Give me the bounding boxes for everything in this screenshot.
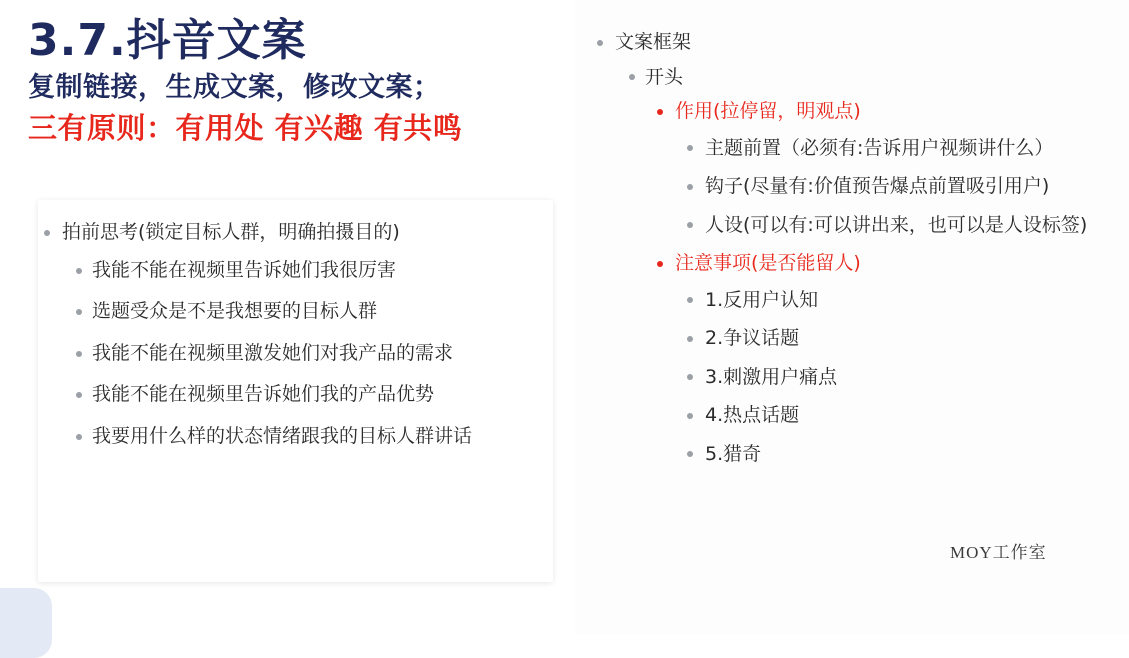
list-item-label: 我能不能在视频里告诉她们我很厉害 [92, 258, 397, 281]
bullet-dot-icon [629, 74, 635, 80]
bullet-dot-icon [76, 351, 82, 357]
bullet-dot-icon [44, 230, 50, 236]
left-panel [0, 0, 575, 634]
left-sub-list [62, 257, 538, 451]
list-item [62, 423, 538, 451]
list-item [583, 28, 1123, 468]
list-item-label: 拍前思考(锁定目标人群，明确拍摄目的) [62, 221, 400, 243]
right-group1-items [675, 134, 1123, 240]
title-block [28, 16, 558, 147]
list-item [675, 363, 1123, 392]
list-item-label: 3.刺激用户痛点 [705, 365, 838, 388]
bullet-dot-icon [657, 261, 663, 267]
list-item-heading [645, 249, 1123, 468]
group-heading-label: 作用(拉停留，明观点) [675, 100, 861, 122]
bullet-dot-icon [76, 268, 82, 274]
principle-text: 三有原则：有用处 有兴趣 有共鸣 [28, 111, 463, 146]
list-item [675, 401, 1123, 430]
bullet-dot-icon [687, 145, 693, 151]
list-item [675, 440, 1123, 469]
list-item [615, 63, 1123, 469]
list-item [62, 340, 538, 368]
page-subtitle: 复制链接，生成文案，修改文案； [28, 71, 441, 103]
list-item [675, 324, 1123, 353]
list-item [675, 211, 1123, 240]
page-title: 3.7.抖音文案 [28, 15, 307, 66]
list-item [675, 286, 1123, 315]
list-item-label: 我能不能在视频里告诉她们我的产品优势 [92, 383, 435, 406]
list-item-label: 文案框架 [615, 31, 692, 53]
bullet-dot-icon [687, 336, 693, 342]
list-item-heading [645, 97, 1123, 239]
list-item [675, 172, 1123, 201]
bullet-dot-icon [687, 413, 693, 419]
list-item-label: 2.争议话题 [705, 327, 800, 349]
left-outline-list [38, 218, 538, 464]
list-item [62, 257, 538, 285]
right-sub-list [615, 63, 1123, 469]
list-item-label: 我能不能在视频里激发她们对我产品的需求 [92, 341, 454, 364]
list-item-label: 主题前置（必须有:告诉用户视频讲什么） [705, 136, 1054, 159]
group-heading-label: 注意事项(是否能留人) [675, 252, 861, 274]
bullet-dot-icon [76, 309, 82, 315]
bullet-dot-icon [687, 297, 693, 303]
list-item-label: 选题受众是不是我想要的目标人群 [92, 300, 378, 323]
list-item [38, 218, 538, 450]
bullet-dot-icon [687, 222, 693, 228]
bullet-dot-icon [76, 392, 82, 398]
list-item-label: 钩子(尽量有:价值预告爆点前置吸引用户) [705, 175, 1050, 197]
bullet-dot-icon [687, 451, 693, 457]
right-group2-items [675, 286, 1123, 469]
list-item-label: 我要用什么样的状态情绪跟我的目标人群讲话 [92, 424, 473, 447]
right-group-list [645, 97, 1123, 468]
list-item-label: 5.猎奇 [705, 442, 762, 465]
bullet-dot-icon [597, 40, 603, 46]
decorative-rounded-shape [0, 588, 52, 658]
right-outline-list [583, 28, 1123, 478]
bullet-dot-icon [687, 374, 693, 380]
list-item-label: 4.热点话题 [705, 404, 800, 426]
bullet-dot-icon [76, 434, 82, 440]
list-item-label: 1.反用户认知 [705, 288, 819, 311]
watermark: MOY工作室 [950, 543, 1047, 562]
list-item [675, 134, 1123, 163]
list-item-label: 人设(可以有:可以讲出来，也可以是人设标签) [705, 213, 1088, 236]
list-item [62, 298, 538, 326]
bullet-dot-icon [657, 109, 663, 115]
list-item [62, 381, 538, 409]
list-item-label: 开头 [645, 65, 684, 88]
bullet-dot-icon [687, 184, 693, 190]
